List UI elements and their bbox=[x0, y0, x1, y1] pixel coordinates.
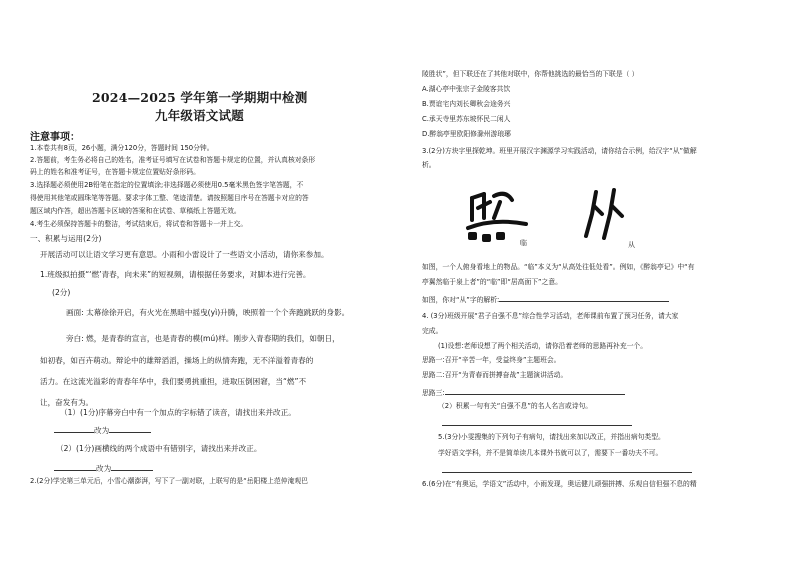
script-line: 旁白: 燃，是青春的宣言，也是青春的模(mú)样。刚步入青春期的我们，如朝日， bbox=[66, 334, 340, 343]
question-3-end: 析。 bbox=[422, 161, 436, 169]
question-5-text: 学好语文学科，并不是简单读几本课外书就可以了，需要下一番功夫不可。 bbox=[438, 449, 663, 457]
notice-line: 得使用其他笔或圆珠笔等答题。要求字体工整、笔迹清楚。请按照题目序号在答题卡对应的答 bbox=[30, 194, 309, 202]
char-label-lin: 临 bbox=[520, 239, 527, 247]
char-label-cong: 从 bbox=[628, 241, 635, 249]
exam-title: 2024—2025 学年第一学期期中检测 bbox=[92, 90, 308, 105]
fix-label: 改为 bbox=[96, 464, 112, 473]
right-column bbox=[422, 0, 772, 561]
script-line: 画面: 太幕徐徐开启，有火光在黑暗中摇曳(yì)升腾，映照着一个个奔跑跳跃的身影。 bbox=[66, 308, 350, 317]
answer-blank-line[interactable] bbox=[442, 472, 692, 473]
answer-blank-line[interactable] bbox=[445, 386, 625, 395]
option-d: D.醉翁亭里欧阳修滁州游琅琊 bbox=[422, 130, 511, 138]
script-line: 如初春，如百卉萌动。辩论中的雄辩滔滔，操场上的纵情奔跑，无不洋溢着青春的 bbox=[40, 356, 314, 365]
question-4-sub-1: (1)设想:老师设想了两个相关活动，请你沿着老师的思路再补充一个。 bbox=[438, 342, 648, 350]
idea-3 bbox=[422, 386, 625, 398]
question-3-ask-label: 如图，你对“从”字的解析: bbox=[422, 296, 500, 304]
question-1: 1.班级拟拍摄“‘燃’青春，向未来”的短视频，请根据任务要求，对脚本进行完善。 bbox=[40, 270, 311, 279]
notice-line: 题区域内作答，超出答题卡区域的答案和在试卷、草稿纸上答题无效。 bbox=[30, 207, 241, 215]
answer-blank-2[interactable] bbox=[54, 462, 153, 474]
ancient-cong-glyph-icon bbox=[582, 184, 630, 244]
sub-question-2: （2）(1分)画横线的两个成语中有错别字，请找出来并改正。 bbox=[56, 444, 262, 453]
left-column bbox=[30, 0, 380, 561]
question-3-ask bbox=[422, 293, 669, 305]
notice-line: 2.答题前，考生务必将自己的姓名，准考证号填写在试卷和答题卡规定的位置，并认真核对条形 bbox=[30, 156, 316, 164]
option-a: A.湖心亭中张宗子金陵客共饮 bbox=[422, 85, 511, 93]
question-6: 6.(6分)在“有奥运，学语文”活动中，小雨发现，奥运健儿顽强拼搏、乐观自信但强不息的精 bbox=[422, 480, 697, 488]
notice-line: 码上的姓名和准考证号，在答题卡规定位置贴好条形码。 bbox=[30, 168, 200, 176]
option-c: C.承天寺里苏东坡怀民二闲人 bbox=[422, 115, 511, 123]
answer-blank-line[interactable] bbox=[111, 462, 153, 471]
question-3-text: 亭翼然临于泉上者”的“临”即“居高面下”之意。 bbox=[422, 278, 562, 286]
question-3-text: 如图，一个人俯身看地上的物品。“临”本义为“从高处往低处看”。例如，《醉翁亭记》中“有 bbox=[422, 263, 695, 271]
option-b: B.贾谊宅内刘长卿秋会途务兴 bbox=[422, 100, 511, 108]
idea-3-label: 思路三: bbox=[422, 389, 445, 397]
question-1-score: (2分) bbox=[52, 288, 71, 297]
idea-1: 思路一:召开“辛苦一年，受益终身”主题班会。 bbox=[422, 356, 561, 364]
answer-blank-line[interactable] bbox=[499, 293, 669, 302]
answer-blank-line[interactable] bbox=[54, 462, 96, 471]
ancient-cong-glyph-icon bbox=[582, 184, 630, 244]
intro-text: 开展活动可以让语文学习更有意思。小雨和小雷设计了一些语文小活动，请你来参加。 bbox=[40, 250, 329, 259]
notice-heading: 注意事项： bbox=[30, 132, 80, 143]
question-4-sub-2: （2）积累一句有关“自强不息”的名人名言或诗句。 bbox=[438, 402, 593, 410]
fix-label: 改为 bbox=[94, 426, 110, 435]
answer-blank-line[interactable] bbox=[442, 425, 632, 426]
section-heading: 一、积累与运用(2分) bbox=[30, 234, 102, 243]
script-line: 活力。在这流光溢彩的青春年华中，我们要勇挑重担，进取压倒困窘，当“燃”不 bbox=[40, 377, 307, 386]
notice-line: 1.本卷共有8页，26小题，满分120分，答题时间 150分钟。 bbox=[30, 144, 214, 152]
script-line: 让，奋发有为。 bbox=[40, 398, 94, 407]
idea-2: 思路二:召开“为青春而拼搏奋战”主题演讲活动。 bbox=[422, 371, 568, 379]
notice-line: 3.选择题必须使用2B铅笔在指定的位置填涂;非选择题必须使用0.5毫米黑色签字笔答题，不 bbox=[30, 181, 304, 189]
answer-blank-line[interactable] bbox=[109, 424, 151, 433]
answer-blank-1[interactable] bbox=[54, 424, 151, 436]
question-4: 4. (3分)班级开展“君子自强不息”综合性学习活动，老师课前布置了预习任务，请大家 bbox=[422, 312, 679, 320]
question-5: 5.(3分)小雯搜集的下列句子有病句，请找出来加以改正，并指出病句类型。 bbox=[438, 433, 665, 441]
question-2: 2.(2分)学完第三单元后，小雪心潮澎湃，写下了一副对联，上联写的是“岳阳楼上范仲淹观巴 bbox=[30, 477, 308, 485]
question-2-continued: 陵胜状”，但下联还在了其他对联中，你帮他挑选的最恰当的下联是（ ） bbox=[422, 70, 639, 78]
sub-question-1: （1）(1分)序幕旁白中有一个加点的字标错了读音，请找出来并改正。 bbox=[60, 408, 296, 417]
answer-blank-line[interactable] bbox=[54, 424, 94, 433]
exam-subtitle: 九年级语文试题 bbox=[155, 108, 244, 123]
question-4-end: 完成。 bbox=[422, 327, 443, 335]
notice-line: 4.考生必须保持答题卡的整洁，考试结束后，将试卷和答题卡一并上交。 bbox=[30, 220, 248, 228]
question-3: 3.(2分)方块字里探乾坤。班里开展汉字渊源学习实践活动，请你结合示例，给汉字“从”做解 bbox=[422, 147, 697, 155]
